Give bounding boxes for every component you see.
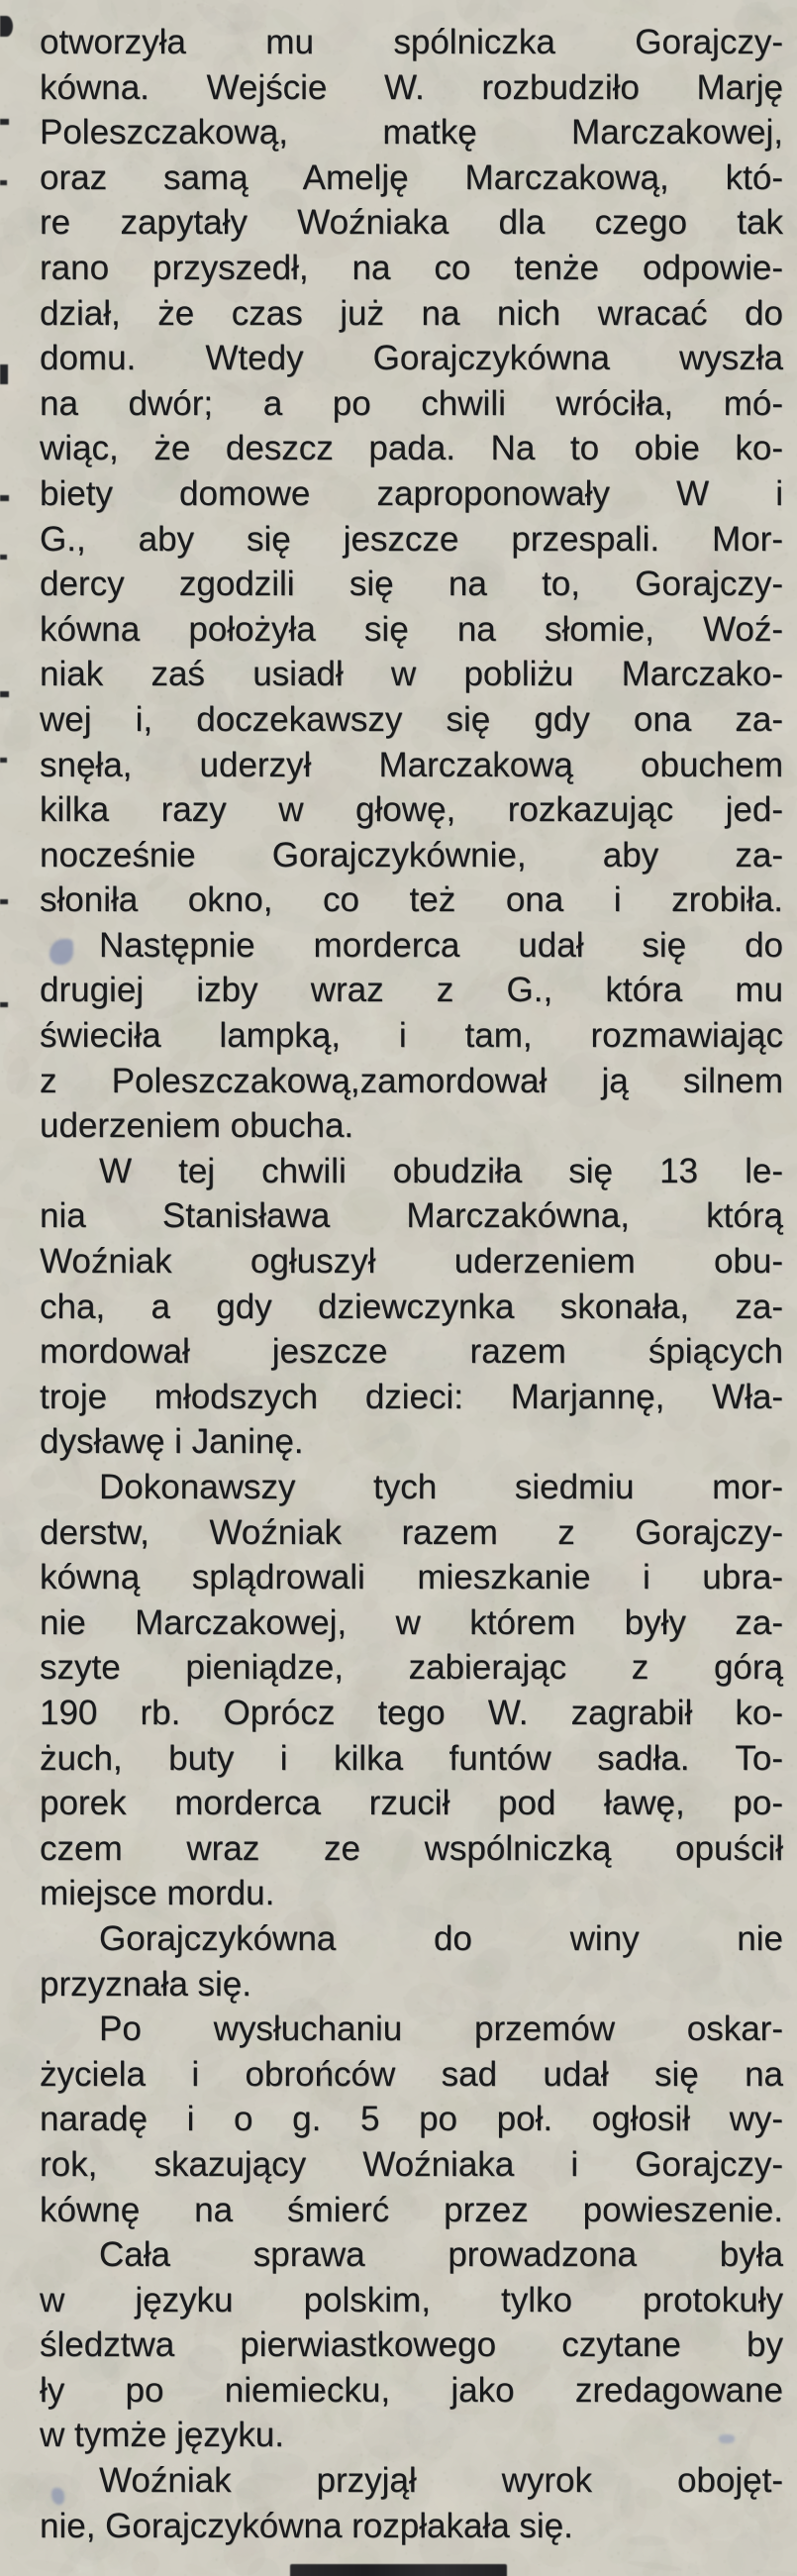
text-line: śledztwa pierwiastkowego czytane by (40, 2325, 783, 2365)
text-line: dysławę i Janinę. (40, 1422, 304, 1462)
text-line: dercy zgodzili się na to, Gorajczy- (40, 565, 783, 604)
text-line: Po wysłuchaniu przemów oskar- (99, 2009, 783, 2049)
scan-artifact (0, 119, 9, 125)
text-line: ły po niemiecku, jako zredagowane (40, 2370, 783, 2410)
text-line: kówna. Wejście W. rozbudziło Marję (40, 67, 783, 107)
scan-artifact (0, 16, 13, 37)
text-line: szyte pieniądze, zabierając z górą (40, 1648, 783, 1688)
text-line: z Poleszczakową,zamordował ją silnem (40, 1061, 783, 1100)
text-line: drugiej izby wraz z G., która mu (40, 971, 783, 1010)
text-line: Dokonawszy tych siedmiu mor- (99, 1468, 783, 1506)
text-line: cha, a gdy dziewczynka skonała, za- (40, 1287, 783, 1326)
text-line: przyznała się. (40, 1964, 251, 2004)
text-line: Następnie morderca udał się do (99, 925, 783, 965)
text-line: Poleszczakową, matkę Marczakowej, (40, 113, 783, 153)
scan-artifact (0, 758, 7, 763)
text-line: otworzyła mu spólniczka Gorajczy- (40, 23, 783, 61)
text-line: Gorajczykówna do winy nie (99, 1918, 783, 1958)
text-line: wiąc, że deszcz pada. Na to obie ko- (40, 429, 783, 468)
text-line: kówną splądrowali mieszkanie i ubra- (40, 1558, 783, 1597)
text-line: mordował jeszcze razem śpiących (40, 1332, 783, 1372)
text-line: żuch, buty i kilka funtów sadła. To- (40, 1738, 783, 1778)
text-line: w języku polskim, tylko protokuły (40, 2280, 783, 2319)
text-line: 190 rb. Oprócz tego W. zagrabił ko- (40, 1693, 783, 1732)
text-line: kilka razy w głowę, rozkazując jed- (40, 790, 783, 830)
text-line: niak zaś usiadł w pobliżu Marczako- (40, 655, 783, 694)
text-line: czem wraz ze wspólniczką opuścił (40, 1828, 783, 1868)
text-line: miejsce mordu. (40, 1874, 275, 1913)
text-line: nocześnie Gorajczykównie, aby za- (40, 835, 783, 875)
text-line: uderzeniem obucha. (40, 1106, 354, 1146)
scan-artifact (0, 555, 7, 560)
text-line: świeciła lampką, i tam, rozmawiając (40, 1016, 783, 1056)
text-line: oraz samą Amelję Marczakową, któ- (40, 157, 783, 197)
text-line: biety domowe zaproponowały W i (40, 473, 783, 513)
text-line: kówna położyła się na słomie, Woź- (40, 609, 783, 649)
text-line: w tymże języku. (40, 2416, 284, 2455)
text-line: Cała sprawa prowadzona była (99, 2235, 783, 2275)
text-line: rano przyszedł, na co tenże odpowie- (40, 248, 783, 287)
text-line: Woźniak przyjął wyrok obojęt- (99, 2461, 783, 2501)
text-line: na dwór; a po chwili wróciła, mó- (40, 383, 783, 423)
text-line: życiela i obrońców sad udał się na (40, 2054, 783, 2094)
text-line: dział, że czas już na nich wracać do (40, 293, 783, 333)
text-line: Woźniak ogłuszył uderzeniem obu- (40, 1242, 783, 1282)
text-line: G., aby się jeszcze przespali. Mor- (40, 519, 783, 559)
text-line: nie, Gorajczykówna rozpłakała się. (40, 2506, 573, 2545)
text-line: kównę na śmierć przez powieszenie. (40, 2190, 783, 2229)
column-separator-rule (290, 2564, 507, 2576)
article-text-column (40, 20, 783, 2548)
text-line: porek morderca rzucił pod ławę, po- (40, 1784, 783, 1823)
scan-artifact (0, 495, 9, 501)
text-line: domu. Wtedy Gorajczykówna wyszła (40, 339, 783, 378)
text-line: W tej chwili obudziła się 13 le- (99, 1151, 783, 1190)
text-line: derstw, Woźniak razem z Gorajczy- (40, 1512, 783, 1552)
text-line: nie Marczakowej, w którem były za- (40, 1602, 783, 1642)
text-line: re zapytały Woźniaka dla czego tak (40, 203, 783, 243)
scan-artifact (0, 180, 7, 185)
text-line: słoniła okno, co też ona i zrobiła. (40, 880, 783, 920)
scan-artifact (0, 364, 8, 384)
scan-artifact (0, 1002, 8, 1007)
scan-artifact (0, 899, 8, 904)
text-line: nia Stanisława Marczakówna, którą (40, 1196, 783, 1236)
text-line: rok, skazujący Woźniaka i Gorajczy- (40, 2144, 783, 2184)
text-line: naradę i o g. 5 po poł. ogłosił wy- (40, 2100, 783, 2139)
scan-artifact (0, 691, 9, 697)
text-line: wej i, doczekawszy się gdy ona za- (40, 699, 783, 739)
text-line: troje młodszych dzieci: Marjannę, Wła- (40, 1377, 783, 1416)
text-line: snęła, uderzył Marczakową obuchem (40, 745, 783, 784)
